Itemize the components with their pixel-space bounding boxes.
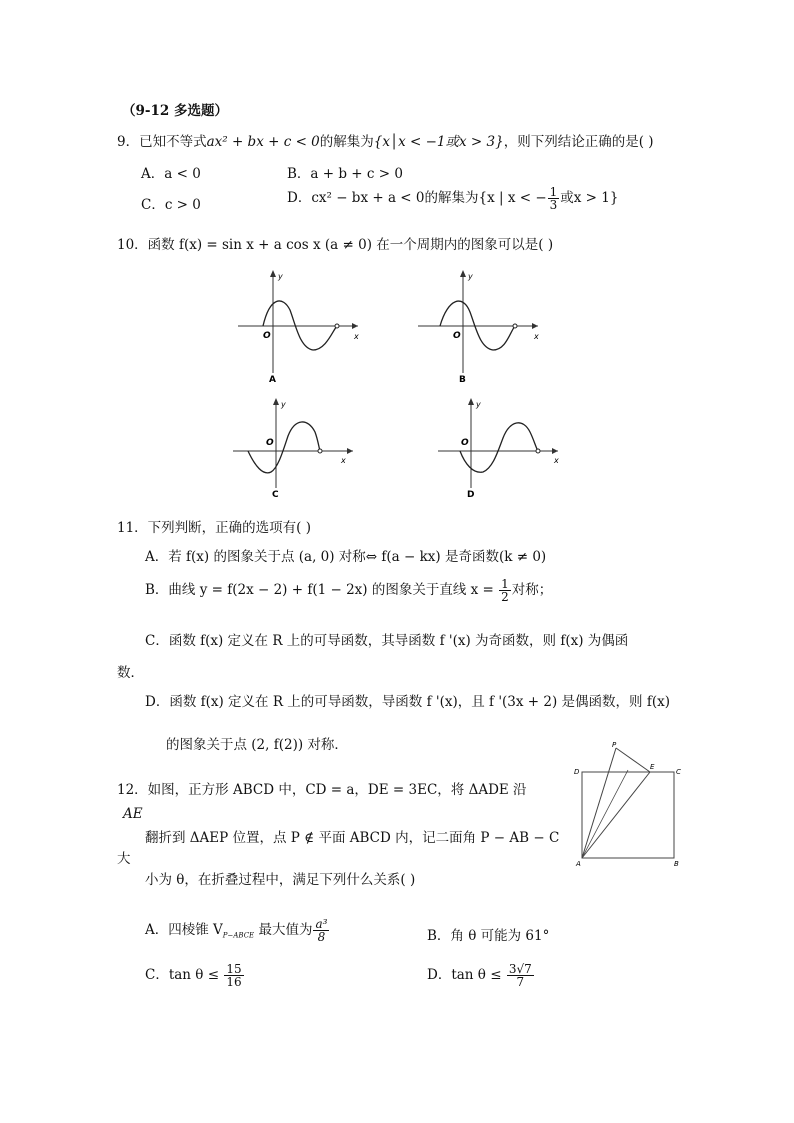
figure-label-a: A [576,860,581,868]
q9-stem-post: ，则下列结论正确的是( ) [503,134,654,150]
q11-option-b [145,578,552,603]
q10-stem: 10．函数 f(x) = sin x + a cos x (a ≠ 0) 在一个周期内的图象可以是( ) [117,237,554,253]
figure-label-p: P [612,741,617,749]
q11-option-c-line2: 数． [117,665,144,681]
q9-fraction-denominator: 3 [549,198,558,212]
q11-option-c-line1: C．函数 f(x) 定义在 R 上的可导函数，其导函数 f '(x) 为奇函数，则 f(x) 为偶函 [145,633,629,649]
graph-a [238,270,359,385]
q11-option-b-pre: B．曲线 y = f(2x − 2) + f(1 − 2x) 的图象关于直线 x = [145,582,499,598]
q12-line4: 大 [117,851,131,867]
graph-c-y-label: y [281,400,286,409]
q9-stem-pre: 9．已知不等式 [117,134,207,150]
q12-line2: AE [123,806,143,822]
q12-option-b: B．角 θ 可能为 61° [427,928,550,944]
q12-option-a-subscript: P−ABCE [222,931,255,940]
graph-d [438,398,559,500]
q12-d-fraction-numerator: 3√7 [508,962,532,976]
graph-d-y-label: y [476,400,481,409]
q12-d-fraction-denominator: 7 [516,975,525,989]
q12-a-fraction-numerator: a³ [315,917,328,931]
figure-label-c: C [676,768,681,776]
graph-b-label: B [459,375,466,385]
q12-a-fraction-denominator: 8 [317,930,326,944]
q12-option-c-pre: C．tan θ ≤ [145,967,224,983]
q12-option-a-mid: 最大值为 [254,922,313,938]
q9-stem-set: {x│x < −1或x > 3} [373,134,504,150]
q12-option-d [427,963,535,988]
q11-fraction-numerator: 1 [501,577,509,591]
q11-option-b-fraction [499,578,511,603]
q9-stem [117,130,654,150]
q12-c-fraction-numerator: 15 [226,962,242,976]
q11-option-d-line1: D．函数 f(x) 定义在 R 上的可导函数，导函数 f '(x)，且 f '(3x + 2) 是偶函数，则 f(x) [145,694,670,710]
graph-a-y-label: y [278,272,283,281]
q12-option-d-pre: D．tan θ ≤ [427,967,506,983]
q12-option-a-fraction [313,918,329,943]
graph-c-origin: O [266,438,274,448]
q12-c-fraction-denominator: 16 [226,975,242,989]
q11-option-b-post: 对称； [511,582,553,598]
q9-option-d [287,186,618,211]
figure-label-d: D [574,768,580,776]
q12-option-a-pre: A．四棱锥 V [145,922,223,938]
q12-option-d-fraction [507,963,534,988]
graph-c [233,398,353,500]
graph-b-origin: O [453,331,461,341]
graph-d-origin: O [461,438,469,448]
q10-graphs-figure [228,268,568,503]
q9-option-c: C．c > 0 [141,197,201,213]
graph-a-x-label: x [354,332,359,341]
graph-a-origin: O [263,331,271,341]
graph-d-label: D [467,490,475,500]
figure-label-b: B [674,860,679,868]
q11-fraction-denominator: 2 [501,590,509,604]
q12-option-a [145,918,330,943]
graph-d-x-label: x [554,456,559,465]
q11-option-d-line2: 的图象关于点 (2, f(2)) 对称． [166,737,348,753]
graph-c-x-label: x [341,456,346,465]
q12-option-c [145,963,245,988]
q9-option-a: A．a < 0 [141,166,201,182]
graph-b-y-label: y [468,272,473,281]
q9-fraction-numerator: 1 [549,185,558,199]
graph-c-label: C [272,490,279,500]
section-heading: （9-12 多选题） [122,103,228,119]
q9-stem-math: ax² + bx + c < 0 [206,134,320,150]
q9-option-d-fraction [548,186,560,211]
graph-b [418,270,539,385]
q9-option-b: B．a + b + c > 0 [287,166,403,182]
q12-line5: 小为 θ，在折叠过程中，满足下列什么关系( ) [145,872,416,888]
q12-line3: 翻折到 ΔAEP 位置，点 P ∉ 平面 ABCD 内，记二面角 P − AB − C [145,830,560,846]
q11-option-a: A．若 f(x) 的图象关于点 (a, 0) 对称⇔ f(a − kx) 是奇函数(k ≠ 0) [145,549,547,565]
q9-option-d-post: 或x > 1} [560,190,619,206]
graph-a-label: A [269,375,276,385]
q11-stem: 11．下列判断，正确的选项有( ) [117,520,312,536]
q9-stem-mid: 的解集为 [319,134,374,150]
graph-b-x-label: x [534,332,539,341]
q12-line1: 12．如图，正方形 ABCD 中，CD = a，DE = 3EC，将 ΔADE 沿 [117,782,527,798]
q9-option-d-pre: D．cx² − bx + a < 0的解集为{x | x < − [287,190,547,206]
q12-option-c-fraction [224,963,243,988]
q12-square-figure [570,738,690,868]
figure-label-e: E [650,763,655,771]
